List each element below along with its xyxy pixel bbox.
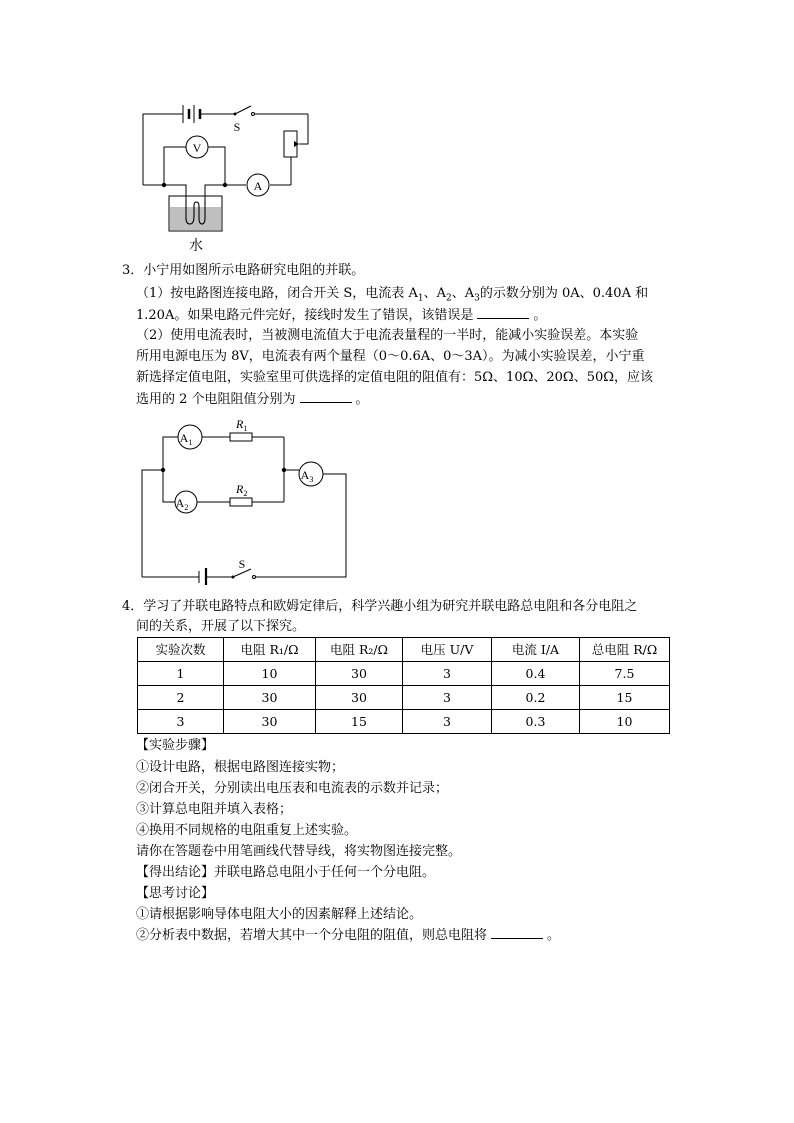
- question-4-stem-line1: [122, 597, 637, 617]
- resistor-r1-label: $R_1$: [236, 417, 248, 433]
- q3-part2-text: 选用的 2 个电阻阻值分别为: [136, 392, 296, 407]
- punctuation: 。: [533, 308, 547, 323]
- table-cell: 30: [224, 710, 316, 734]
- conclusion: 【得出结论】并联电路总电阻小于任何一个分电阻。: [136, 865, 436, 880]
- question-number: 3．: [122, 263, 144, 278]
- ammeter-a1-label: $A_1$: [179, 431, 193, 447]
- q3-part1-text: 1.20A。如果电路元件完好，接线时发生了错误，该错误是: [136, 308, 474, 323]
- q3-part2-line1: （2）使用电流表时，当被测电流值大于电流表量程的一半时，能减小实验误差。本实验: [136, 328, 639, 343]
- question-number: 4．: [122, 599, 144, 614]
- step-3: ③计算总电阻并填入表格；: [136, 802, 293, 817]
- table-cell: 30: [316, 662, 403, 686]
- ammeter-a3-label: $A_3$: [300, 468, 314, 484]
- step-4: ④换用不同规格的电阻重复上述实验。: [136, 823, 358, 838]
- table-cell: 3: [403, 710, 492, 734]
- voltmeter-label: V: [192, 141, 202, 155]
- discussion-2-text: ②分析表中数据，若增大其中一个分电阻的阻值，则总电阻将: [136, 928, 488, 943]
- q3-part1-line1: [136, 284, 648, 309]
- separator: 、A: [423, 286, 446, 301]
- q3-part2-line4: [136, 390, 369, 410]
- table-cell: 30: [316, 686, 403, 710]
- subscript: 3: [474, 293, 480, 304]
- table-cell: 3: [403, 686, 492, 710]
- table-row: [138, 710, 670, 734]
- table-cell: 0.3: [492, 710, 580, 734]
- step-1: ①设计电路，根据电路图连接实物；: [136, 760, 345, 775]
- subscript: 1: [417, 293, 424, 304]
- step-2: ②闭合开关，分别读出电压表和电流表的示数并记录；: [136, 781, 449, 796]
- table-header: 电阻 R₁/Ω: [224, 638, 316, 662]
- data-table: [137, 637, 670, 734]
- table-row: [138, 686, 670, 710]
- q3-part1-text: 的示数分别为 0A、0.40A 和: [479, 286, 649, 301]
- table-cell: 1: [138, 662, 224, 686]
- table-header-row: [138, 638, 670, 662]
- table-cell: 10: [224, 662, 316, 686]
- question-4-stem-line2: 间的关系，开展了以下探究。: [136, 619, 306, 634]
- circuit-figure-2: [135, 415, 355, 585]
- resistor-r2-label: $R_2$: [236, 482, 248, 498]
- table-cell: 30: [224, 686, 316, 710]
- q3-part1-line2: [136, 306, 546, 326]
- question-stem: 学习了并联电路特点和欧姆定律后，科学兴趣小组为研究并联电路总电阻和各分电阻之: [143, 599, 638, 614]
- punctuation: 。: [355, 392, 369, 407]
- table-header: 总电阻 R/Ω: [580, 638, 670, 662]
- answer-blank[interactable]: [477, 306, 529, 319]
- discussion-2: [136, 926, 560, 946]
- table-header: 电阻 R₂/Ω: [316, 638, 403, 662]
- table-cell: 0.4: [492, 662, 580, 686]
- table-cell: 10: [580, 710, 670, 734]
- punctuation: 。: [547, 928, 561, 943]
- circuit-figure-1: [130, 100, 330, 260]
- table-cell: 3: [138, 710, 224, 734]
- table-header: 电流 I/A: [492, 638, 580, 662]
- separator: 、A: [451, 286, 475, 301]
- table-cell: 3: [403, 662, 492, 686]
- table-header: 实验次数: [138, 638, 224, 662]
- switch-label: S: [238, 557, 246, 571]
- table-cell: 15: [580, 686, 670, 710]
- q3-part1-text: （1）按电路图连接电路，闭合开关 S，电流表 A: [136, 286, 418, 301]
- table-row: [138, 662, 670, 686]
- switch-label: S: [233, 120, 241, 134]
- answer-blank[interactable]: [300, 390, 352, 403]
- discussion-1: ①请根据影响导体电阻大小的因素解释上述结论。: [136, 907, 423, 922]
- answer-blank[interactable]: [491, 926, 543, 939]
- ammeter-a2-label: $A_2$: [175, 496, 189, 512]
- table-cell: 0.2: [492, 686, 580, 710]
- table-cell: 2: [138, 686, 224, 710]
- table-cell: 7.5: [580, 662, 670, 686]
- subscript: 2: [445, 293, 452, 304]
- q3-part2-line3: 新选择定值电阻，实验室里可供选择的定值电阻的阻值有：5Ω、10Ω、20Ω、50Ω，应该: [136, 370, 654, 385]
- steps-title: 【实验步骤】: [136, 738, 215, 753]
- water-label: 水: [189, 239, 203, 254]
- question-stem: 小宁用如图所示电路研究电阻的并联。: [143, 263, 365, 278]
- ammeter-label: A: [253, 179, 263, 193]
- discussion-title: 【思考讨论】: [136, 886, 215, 901]
- q3-part2-line2: 所用电源电压为 8V，电流表有两个量程（0～0.6A、0～3A）。为减小实验误差，小宁重: [136, 349, 645, 364]
- table-header: 电压 U/V: [403, 638, 492, 662]
- table-cell: 15: [316, 710, 403, 734]
- question-3-stem: [122, 261, 364, 281]
- instruction: 请你在答题卷中用笔画线代替导线，将实物图连接完整。: [136, 844, 462, 859]
